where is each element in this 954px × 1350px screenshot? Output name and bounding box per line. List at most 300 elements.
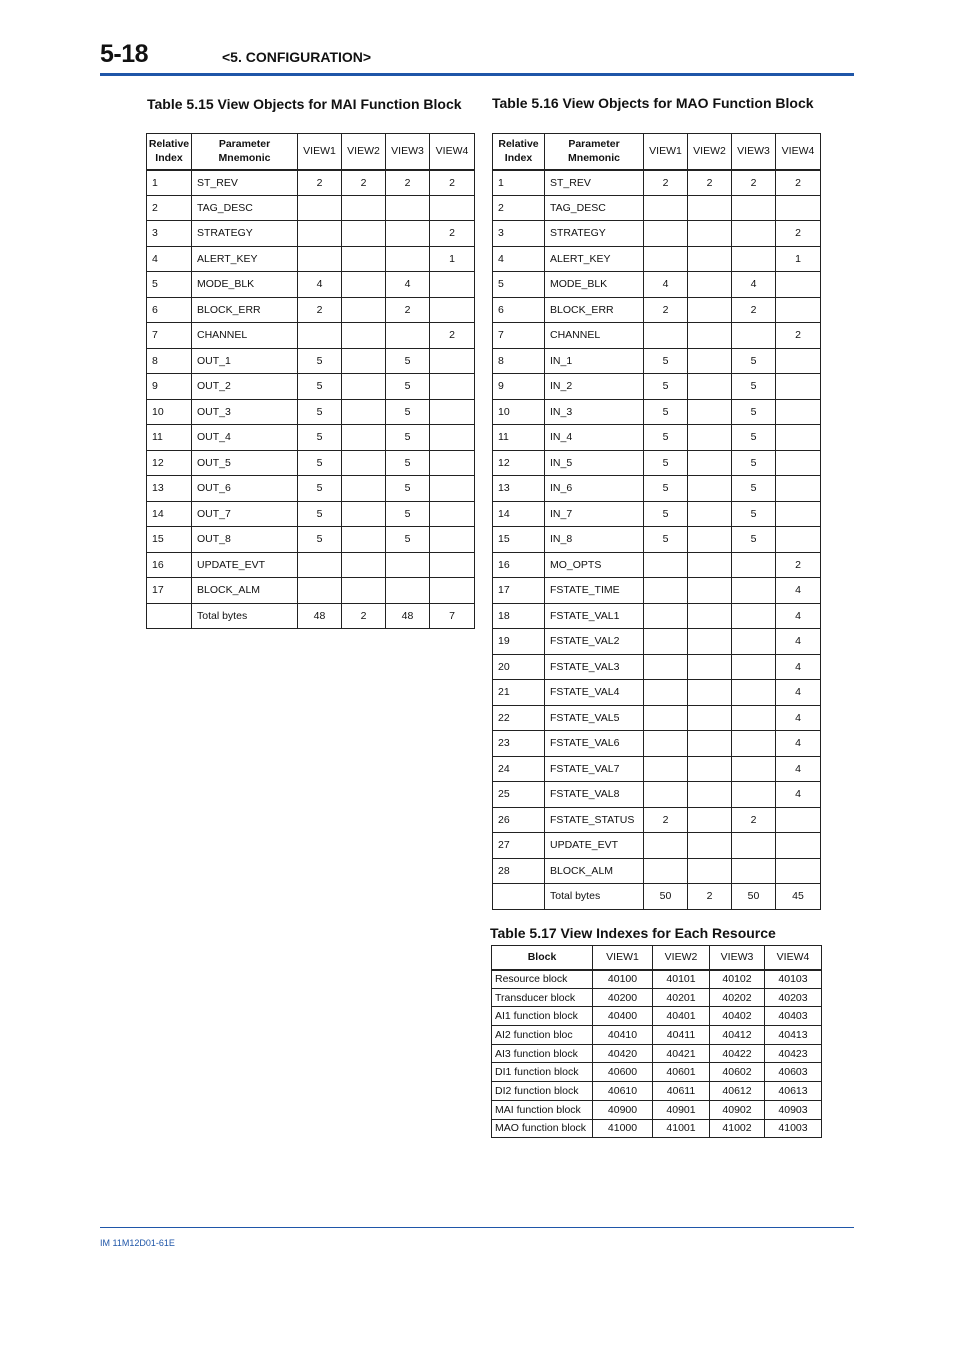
table-row [493, 782, 821, 808]
table-cell: 40903 [765, 1100, 822, 1119]
table-cell: IN_8 [545, 527, 644, 553]
table-cell [732, 756, 776, 782]
table-row [493, 603, 821, 629]
table-row [147, 374, 475, 400]
table-cell: FSTATE_VAL5 [545, 705, 644, 731]
table-cell: 40411 [653, 1026, 710, 1045]
table-row [492, 1044, 822, 1063]
table-row [147, 221, 475, 247]
table-cell [644, 629, 688, 655]
table-cell [688, 833, 732, 859]
column-header: VIEW4 [430, 134, 475, 170]
table-cell [430, 272, 475, 298]
table-cell: 5 [386, 399, 430, 425]
table-row [147, 425, 475, 451]
table-cell: 2 [298, 170, 342, 196]
table-cell: 2 [644, 170, 688, 196]
table-cell [732, 323, 776, 349]
table-cell: 40611 [653, 1082, 710, 1101]
table-cell: 5 [644, 501, 688, 527]
table-cell [776, 833, 821, 859]
table-row [493, 756, 821, 782]
table-cell [386, 323, 430, 349]
table-cell: 4 [776, 680, 821, 706]
table-cell: IN_4 [545, 425, 644, 451]
table-cell: 5 [298, 450, 342, 476]
table-cell: 13 [147, 476, 192, 502]
table-cell: 48 [298, 603, 342, 629]
table-cell: FSTATE_VAL6 [545, 731, 644, 757]
table-cell [688, 297, 732, 323]
table-cell: 5 [732, 399, 776, 425]
table-cell: 5 [298, 527, 342, 553]
table-cell: OUT_1 [192, 348, 298, 374]
table-cell [430, 552, 475, 578]
table-cell: TAG_DESC [192, 195, 298, 221]
table-row [493, 884, 821, 910]
table-cell: 5 [386, 501, 430, 527]
table-cell [430, 399, 475, 425]
column-header: VIEW3 [732, 134, 776, 170]
table-cell: 1 [430, 246, 475, 272]
table-row [492, 1082, 822, 1101]
table-cell: 40613 [765, 1082, 822, 1101]
table-cell: FSTATE_VAL8 [545, 782, 644, 808]
table-cell: 26 [493, 807, 545, 833]
table-cell: 41002 [710, 1119, 765, 1138]
table-cell: 23 [493, 731, 545, 757]
table-cell: 2 [688, 884, 732, 910]
table-cell [430, 425, 475, 451]
table-cell: 5 [732, 425, 776, 451]
table-cell: 40400 [593, 1007, 653, 1026]
table-cell: AI1 function block [492, 1007, 593, 1026]
table-cell: 2 [386, 297, 430, 323]
table-cell: 40423 [765, 1044, 822, 1063]
table-cell: MAO function block [492, 1119, 593, 1138]
table-header-row [147, 134, 475, 170]
table-cell: 11 [493, 425, 545, 451]
column-header: VIEW3 [710, 946, 765, 970]
table-row [493, 170, 821, 196]
table-cell: 5 [298, 348, 342, 374]
table-cell: CHANNEL [192, 323, 298, 349]
table-cell [342, 195, 386, 221]
table-row [147, 476, 475, 502]
table-cell [147, 603, 192, 629]
table-cell: FSTATE_VAL4 [545, 680, 644, 706]
table-cell [688, 501, 732, 527]
table-cell [386, 578, 430, 604]
table-cell [298, 221, 342, 247]
table-cell [776, 374, 821, 400]
table-cell [776, 476, 821, 502]
table-cell [644, 552, 688, 578]
table-cell [688, 221, 732, 247]
table-cell: 5 [732, 501, 776, 527]
table-cell: 5 [732, 476, 776, 502]
table-cell: 10 [147, 399, 192, 425]
table-cell: 14 [493, 501, 545, 527]
header-rule [100, 73, 854, 76]
table-cell [688, 578, 732, 604]
table-cell: 5 [386, 527, 430, 553]
table-cell: 4 [732, 272, 776, 298]
table-cell: 10 [493, 399, 545, 425]
table-cell: 40403 [765, 1007, 822, 1026]
column-header: VIEW2 [653, 946, 710, 970]
table-cell [688, 858, 732, 884]
table-cell [644, 578, 688, 604]
table-cell: 4 [776, 705, 821, 731]
table-cell: TAG_DESC [545, 195, 644, 221]
table-cell: STRATEGY [192, 221, 298, 247]
column-header: VIEW1 [298, 134, 342, 170]
table-cell: 2 [644, 297, 688, 323]
table-cell [644, 756, 688, 782]
table-cell [342, 552, 386, 578]
table-cell [342, 348, 386, 374]
table-cell [430, 527, 475, 553]
table-cell: 5 [644, 348, 688, 374]
table-row [493, 221, 821, 247]
table-cell: 5 [298, 374, 342, 400]
table-cell: 41001 [653, 1119, 710, 1138]
table-cell: 40201 [653, 988, 710, 1007]
table-cell: 4 [776, 629, 821, 655]
table-cell [430, 578, 475, 604]
table-header-row [493, 134, 821, 170]
table-cell: IN_1 [545, 348, 644, 374]
table-cell: 20 [493, 654, 545, 680]
column-header: Parameter Mnemonic [192, 134, 298, 170]
chapter-title: <5. CONFIGURATION> [222, 49, 372, 65]
page-number: 5-18 [100, 40, 149, 68]
table-cell [776, 425, 821, 451]
table-cell: 1 [493, 170, 545, 196]
table-cell: IN_3 [545, 399, 644, 425]
table-cell: 50 [732, 884, 776, 910]
table-cell: 6 [147, 297, 192, 323]
table-cell: 3 [147, 221, 192, 247]
table-cell [644, 195, 688, 221]
table-cell [688, 731, 732, 757]
table-row [493, 425, 821, 451]
table-cell: DI1 function block [492, 1063, 593, 1082]
table-cell: 2 [732, 170, 776, 196]
table-cell [732, 782, 776, 808]
table-cell [342, 527, 386, 553]
table-cell: OUT_2 [192, 374, 298, 400]
table-cell: 40901 [653, 1100, 710, 1119]
table-cell: STRATEGY [545, 221, 644, 247]
table-cell [688, 705, 732, 731]
table-cell: ST_REV [545, 170, 644, 196]
table-row [147, 348, 475, 374]
table-cell: 2 [342, 603, 386, 629]
table-row [492, 1007, 822, 1026]
table-cell: 5 [298, 425, 342, 451]
table-row [147, 552, 475, 578]
table-cell [776, 272, 821, 298]
table-cell: 40421 [653, 1044, 710, 1063]
table-cell [732, 246, 776, 272]
table-cell [732, 833, 776, 859]
table-cell: 4 [644, 272, 688, 298]
column-header: Relative Index [493, 134, 545, 170]
table-cell [776, 450, 821, 476]
table-cell: 2 [732, 297, 776, 323]
table-cell: 9 [147, 374, 192, 400]
table-cell [430, 476, 475, 502]
table-row [493, 858, 821, 884]
table-cell [732, 654, 776, 680]
table-cell [776, 195, 821, 221]
table-cell: 40103 [765, 970, 822, 989]
document-id: IM 11M12D01-61E [100, 1238, 175, 1248]
table-cell: 2 [644, 807, 688, 833]
table-cell: 5 [298, 501, 342, 527]
table-cell [342, 476, 386, 502]
table-cell [776, 348, 821, 374]
table-cell: 5 [644, 374, 688, 400]
table-cell: 2 [386, 170, 430, 196]
table-cell: 40101 [653, 970, 710, 989]
table-row [492, 1063, 822, 1082]
footer-rule [100, 1227, 854, 1228]
table-row [147, 195, 475, 221]
table-row [493, 323, 821, 349]
table-cell: 40610 [593, 1082, 653, 1101]
table-cell: 4 [298, 272, 342, 298]
table-cell: MODE_BLK [545, 272, 644, 298]
table-cell: 7 [430, 603, 475, 629]
mai-view-objects-table [146, 133, 475, 629]
table-row [147, 603, 475, 629]
table-row [493, 501, 821, 527]
table-cell: FSTATE_VAL7 [545, 756, 644, 782]
table-cell: 5 [386, 450, 430, 476]
table-cell [688, 680, 732, 706]
column-header: VIEW4 [776, 134, 821, 170]
table-cell: 40100 [593, 970, 653, 989]
table-cell [776, 807, 821, 833]
table-cell: 17 [493, 578, 545, 604]
table-cell: 50 [644, 884, 688, 910]
table-cell: FSTATE_VAL3 [545, 654, 644, 680]
table-cell [430, 374, 475, 400]
table-cell: ST_REV [192, 170, 298, 196]
table-cell: 4 [776, 782, 821, 808]
table-cell: ALERT_KEY [545, 246, 644, 272]
table-cell: IN_6 [545, 476, 644, 502]
table-cell: 2 [732, 807, 776, 833]
table-cell [644, 654, 688, 680]
table-cell: 4 [776, 603, 821, 629]
resource-table-caption: Table 5.17 View Indexes for Each Resource [490, 925, 776, 941]
table-cell [776, 501, 821, 527]
column-header: VIEW3 [386, 134, 430, 170]
table-cell [430, 348, 475, 374]
table-cell [644, 680, 688, 706]
table-cell: 2 [776, 552, 821, 578]
table-cell: BLOCK_ERR [545, 297, 644, 323]
table-cell: 40102 [710, 970, 765, 989]
table-cell [732, 578, 776, 604]
table-cell [688, 246, 732, 272]
table-cell [688, 195, 732, 221]
table-cell [430, 450, 475, 476]
table-cell [298, 578, 342, 604]
table-row [493, 374, 821, 400]
resource-view-indexes-table [491, 945, 822, 1138]
column-header: VIEW1 [644, 134, 688, 170]
table-row [147, 501, 475, 527]
table-cell: 4 [386, 272, 430, 298]
table-cell: 28 [493, 858, 545, 884]
table-cell [776, 399, 821, 425]
table-cell: CHANNEL [545, 323, 644, 349]
table-cell: 5 [644, 527, 688, 553]
table-row [147, 527, 475, 553]
column-header: Parameter Mnemonic [545, 134, 644, 170]
table-cell [776, 297, 821, 323]
table-cell: 45 [776, 884, 821, 910]
table-cell: 11 [147, 425, 192, 451]
table-cell: UPDATE_EVT [545, 833, 644, 859]
table-row [147, 170, 475, 196]
table-cell: 2 [430, 323, 475, 349]
table-cell: 7 [147, 323, 192, 349]
table-cell [430, 501, 475, 527]
table-cell [342, 501, 386, 527]
table-cell [688, 756, 732, 782]
table-cell: 40422 [710, 1044, 765, 1063]
table-cell: IN_2 [545, 374, 644, 400]
table-cell [732, 221, 776, 247]
table-row [493, 348, 821, 374]
table-cell: 5 [644, 476, 688, 502]
table-cell [644, 221, 688, 247]
table-cell: MODE_BLK [192, 272, 298, 298]
table-cell: 40202 [710, 988, 765, 1007]
table-cell: 40600 [593, 1063, 653, 1082]
table-cell: FSTATE_STATUS [545, 807, 644, 833]
table-cell: 2 [147, 195, 192, 221]
table-cell: 5 [493, 272, 545, 298]
table-cell: 5 [732, 348, 776, 374]
table-row [492, 1026, 822, 1045]
table-row [493, 476, 821, 502]
table-cell: 22 [493, 705, 545, 731]
table-cell: 2 [430, 170, 475, 196]
table-cell: 40401 [653, 1007, 710, 1026]
table-cell: Transducer block [492, 988, 593, 1007]
table-cell: OUT_5 [192, 450, 298, 476]
table-cell [342, 450, 386, 476]
table-cell: 18 [493, 603, 545, 629]
table-cell: 2 [688, 170, 732, 196]
table-cell: 2 [776, 221, 821, 247]
table-cell [732, 552, 776, 578]
table-cell [732, 629, 776, 655]
table-cell: 17 [147, 578, 192, 604]
table-cell: 5 [298, 399, 342, 425]
table-cell: 4 [776, 578, 821, 604]
table-cell [732, 680, 776, 706]
table-row [492, 970, 822, 989]
table-cell: 5 [644, 450, 688, 476]
table-row [493, 731, 821, 757]
table-cell: 40900 [593, 1100, 653, 1119]
table-row [147, 323, 475, 349]
table-header-row [492, 946, 822, 970]
table-cell: OUT_8 [192, 527, 298, 553]
table-cell: MAI function block [492, 1100, 593, 1119]
table-cell [430, 195, 475, 221]
table-cell: 48 [386, 603, 430, 629]
table-cell [688, 552, 732, 578]
table-cell: DI2 function block [492, 1082, 593, 1101]
table-cell [644, 858, 688, 884]
table-row [147, 272, 475, 298]
table-cell: 40902 [710, 1100, 765, 1119]
table-row [493, 654, 821, 680]
table-cell: 5 [147, 272, 192, 298]
table-cell: FSTATE_VAL1 [545, 603, 644, 629]
table-cell [688, 807, 732, 833]
table-cell: OUT_6 [192, 476, 298, 502]
table-cell: 27 [493, 833, 545, 859]
table-cell: 4 [776, 731, 821, 757]
table-cell [732, 705, 776, 731]
table-cell: UPDATE_EVT [192, 552, 298, 578]
table-cell: 4 [776, 756, 821, 782]
table-cell [732, 195, 776, 221]
table-cell: 6 [493, 297, 545, 323]
table-cell: 8 [147, 348, 192, 374]
table-cell: 4 [493, 246, 545, 272]
table-cell [688, 272, 732, 298]
table-cell: 41000 [593, 1119, 653, 1138]
table-cell: 40200 [593, 988, 653, 1007]
table-cell: AI2 function bloc [492, 1026, 593, 1045]
column-header: Block [492, 946, 593, 970]
table-cell: OUT_7 [192, 501, 298, 527]
table-cell: 40412 [710, 1026, 765, 1045]
table-cell [342, 323, 386, 349]
table-row [493, 629, 821, 655]
table-row [147, 450, 475, 476]
table-cell: OUT_4 [192, 425, 298, 451]
table-cell: 3 [493, 221, 545, 247]
table-cell [386, 246, 430, 272]
table-cell: 40420 [593, 1044, 653, 1063]
table-cell: 19 [493, 629, 545, 655]
table-row [493, 297, 821, 323]
table-cell: 2 [493, 195, 545, 221]
table-cell: Total bytes [192, 603, 298, 629]
table-cell: BLOCK_ALM [192, 578, 298, 604]
table-cell: 14 [147, 501, 192, 527]
table-cell [298, 552, 342, 578]
table-cell [644, 705, 688, 731]
table-cell [342, 272, 386, 298]
table-cell [644, 603, 688, 629]
table-cell [644, 246, 688, 272]
table-cell: 41003 [765, 1119, 822, 1138]
table-cell: 5 [732, 527, 776, 553]
